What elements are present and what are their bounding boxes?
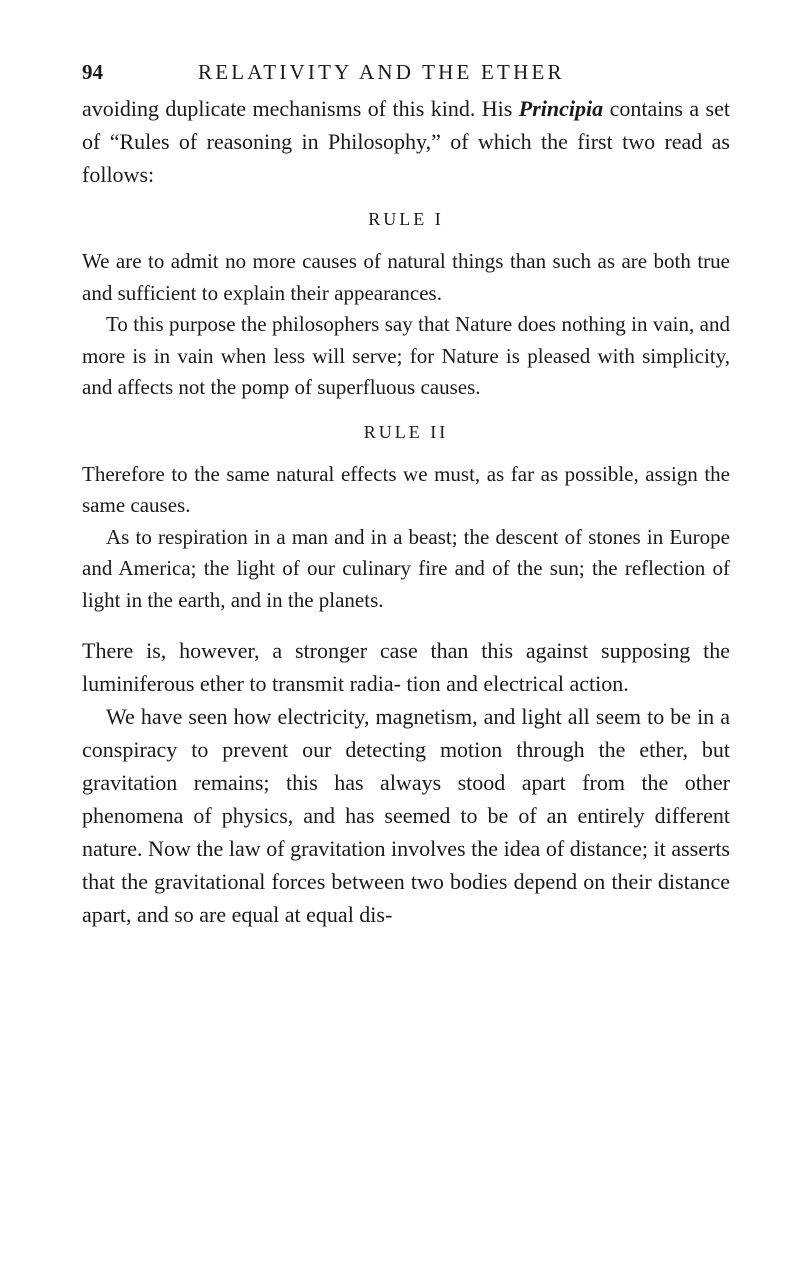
- rule-2-heading: RULE II: [363, 421, 449, 442]
- rule-1-quote: [82, 246, 730, 404]
- principia-title: Principia: [518, 96, 604, 121]
- section-gap: [82, 616, 730, 634]
- body-paragraph-2: We have seen how electricity, magnetism, and light all seem to be in a conspiracy to prevent our detecting motion through the ether, but gravitation remains; this has always stood apart from the other phenomena of physics, and has seemed to be of an entirely different nature. Now the law of gravitation involves the idea of distance; it asserts that the gravitational forces between two bodies depend on their distance apart, and so are equal at equal dis-: [82, 704, 730, 927]
- rule-1-explanation: To this purpose the philosophers say that Nature does nothing in vain, and more is in vain when less will serve; for Nature is pleased with simplicity, and affects not the pomp of superfluous causes.: [82, 312, 730, 399]
- intro-text-before: avoiding duplicate mechanisms of this kind. His: [82, 96, 519, 121]
- rule-2-quote: [82, 459, 730, 617]
- intro-text-after: contains a set of “Rules of reasoning in Philosophy,” of which the first two read as follows:: [82, 96, 730, 187]
- rule-1-statement: We are to admit no more causes of natural things than such as are both true and sufficient to explain their appearances.: [82, 249, 730, 305]
- body-paragraph-1: There is, however, a stronger case than this against supposing the luminiferous ether to transmit radia- tion and electrical action.: [82, 638, 730, 696]
- running-head: [82, 52, 730, 92]
- rule-1-heading: RULE I: [368, 209, 444, 229]
- rule-2-explanation: As to respiration in a man and in a beast; the descent of stones in Europe and America; the light of our culinary fire and of the sun; the reflection of light in the earth, and in the planets.: [82, 524, 730, 612]
- book-page: [82, 52, 730, 931]
- intro-paragraph: [82, 92, 730, 191]
- page-number: 94: [82, 60, 103, 84]
- rule-2-statement: Therefore to the same natural effects we must, as far as possible, assign the same causes.: [82, 461, 730, 517]
- running-title: RELATIVITY AND THE ETHER: [198, 60, 565, 84]
